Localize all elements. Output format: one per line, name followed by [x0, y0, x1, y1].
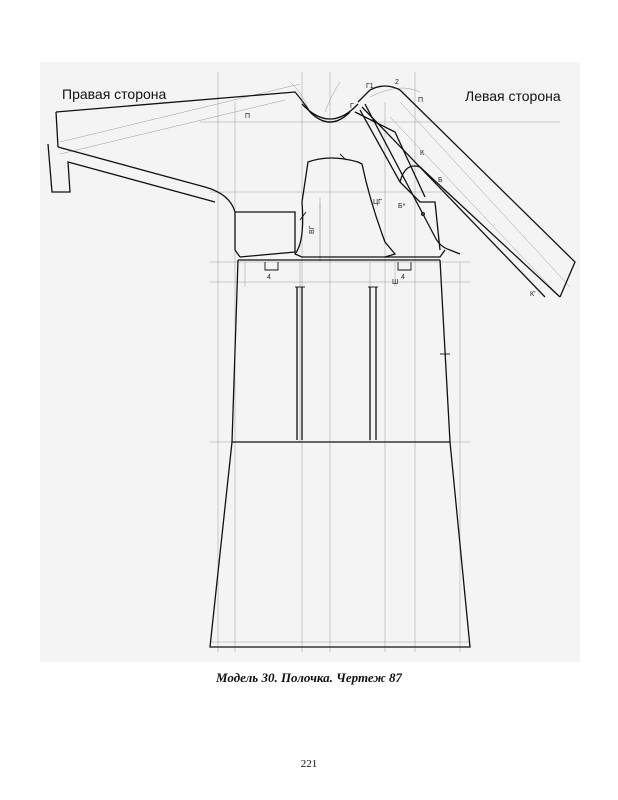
point-label-b-star: Б* [398, 203, 406, 210]
point-label-p-right: П [245, 113, 251, 120]
point-label-tsg: ЦГ [373, 199, 382, 206]
page-number: 221 [300, 758, 318, 770]
point-label-sh: Ш [392, 279, 399, 286]
point-label-g1: Г1 [366, 83, 374, 90]
label-right-side: Правая сторона [62, 86, 167, 102]
point-label-vg: ВГ [309, 225, 316, 234]
point-labels [245, 79, 535, 298]
point-label-g-right: Г [350, 103, 354, 110]
pattern-drawing-svg [40, 62, 580, 662]
point-label-p-left: П [418, 97, 424, 104]
figure-caption: Модель 30. Полочка. Чертеж 87 [215, 670, 402, 685]
point-label-b-left: Б [438, 177, 443, 184]
point-label-k-lower: К' [530, 291, 536, 298]
pattern-outline [48, 86, 575, 647]
point-label-four-left: 4 [401, 274, 405, 281]
detail-marks [265, 154, 450, 354]
label-left-side: Левая сторона [465, 88, 561, 104]
pattern-drawing [40, 62, 580, 662]
point-label-z: 2 [395, 79, 399, 86]
construction-lines [60, 72, 570, 652]
point-label-k-upper: К [420, 150, 425, 157]
point-label-four-right: 4 [267, 274, 271, 281]
